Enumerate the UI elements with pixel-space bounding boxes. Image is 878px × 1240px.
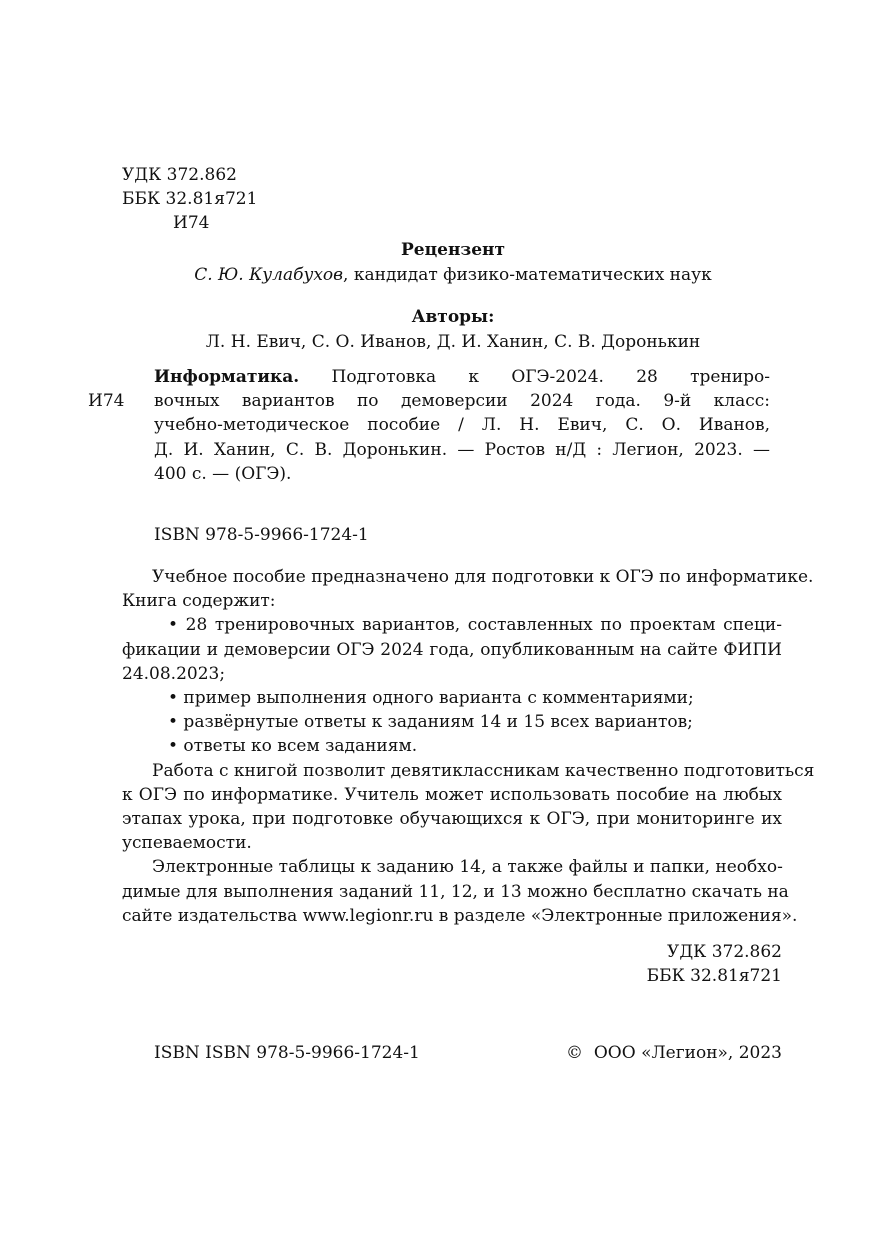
bottom-bbk-code: ББК 32.81я721 bbox=[646, 966, 782, 986]
bbk-code: ББК 32.81я721 bbox=[122, 189, 258, 209]
annotation-p3-line1: Электронные таблицы к заданию 14, а также файлы и папки, необхо- bbox=[152, 857, 783, 878]
footer-copyright bbox=[566, 1041, 782, 1065]
reviewer-title: , кандидат физико-математических наук bbox=[343, 265, 712, 285]
bib-line-5: 400 с. — (ОГЭ). bbox=[154, 463, 292, 484]
bib-line-2: вочных вариантов по демоверсии 2024 года. 9-й класс: bbox=[154, 391, 770, 412]
annotation-p2-line3: этапах урока, при подготовке обучающихся к ОГЭ, при мониторинге их bbox=[122, 809, 782, 830]
copyright-text: ООО «Легион», 2023 bbox=[593, 1043, 782, 1063]
udk-code: УДК 372.862 bbox=[122, 165, 237, 185]
reviewer-line bbox=[0, 263, 878, 287]
reviewer-name: С. Ю. Кулабухов bbox=[194, 265, 344, 285]
isbn: ISBN 978-5-9966-1724-1 bbox=[154, 525, 369, 545]
footer-isbn: ISBN ISBN 978-5-9966-1724-1 bbox=[154, 1043, 420, 1063]
bib-line-4: Д. И. Ханин, С. В. Доронькин. — Ростов н/Д : Легион, 2023. — bbox=[154, 439, 770, 460]
annotation-p1-line2: Книга содержит: bbox=[122, 591, 276, 612]
bib-title: Информатика. bbox=[154, 367, 300, 387]
annotation-p1-line1: Учебное пособие предназначено для подготовки к ОГЭ по информатике. bbox=[152, 567, 814, 587]
annotation-p2-line1: Работа с книгой позволит девятиклассникам качественно подготовиться bbox=[152, 760, 815, 781]
reviewer-heading: Рецензент bbox=[400, 240, 506, 260]
bullet-1-line2: фикации и демоверсии ОГЭ 2024 года, опубликованным на сайте ФИПИ bbox=[122, 639, 782, 660]
annotation-p3-line3: сайте издательства www.legionr.ru в разделе «Электронные приложения». bbox=[122, 905, 798, 926]
annotation-p2-line2: к ОГЭ по информатике. Учитель может использовать пособие на любых bbox=[122, 784, 782, 805]
authors-names: Л. Н. Евич, С. О. Иванов, Д. И. Ханин, С. В. Доронькин bbox=[205, 332, 701, 352]
author-mark: И74 bbox=[173, 213, 210, 233]
bottom-udk-code: УДК 372.862 bbox=[667, 942, 782, 962]
bullet-4: • ответы ко всем заданиям. bbox=[168, 736, 418, 757]
annotation-p3-line2: димые для выполнения заданий 11, 12, и 13 можно бесплатно скачать на bbox=[122, 881, 789, 902]
authors-heading: Авторы: bbox=[411, 307, 495, 327]
bib-entry bbox=[154, 365, 770, 486]
bib-line-3: учебно-методическое пособие / Л. Н. Евич, С. О. Иванов, bbox=[154, 415, 770, 436]
bullet-3: • развёрнутые ответы к заданиям 14 и 15 всех вариантов; bbox=[168, 712, 693, 733]
bib-line-1 bbox=[154, 365, 770, 389]
annotation bbox=[122, 565, 815, 928]
bullet-1-line1: • 28 тренировочных вариантов, составленных по проектам специ- bbox=[168, 615, 782, 636]
bullet-1-line3: 24.08.2023; bbox=[122, 663, 226, 684]
copyright-icon: © bbox=[566, 1043, 584, 1063]
annotation-p2-line4: успеваемости. bbox=[122, 833, 252, 854]
bib-line-1-rest: Подготовка к ОГЭ-2024. 28 трениро- bbox=[331, 367, 771, 387]
bullet-2: • пример выполнения одного варианта с комментариями; bbox=[168, 688, 694, 709]
bib-author-mark: И74 bbox=[88, 391, 125, 411]
